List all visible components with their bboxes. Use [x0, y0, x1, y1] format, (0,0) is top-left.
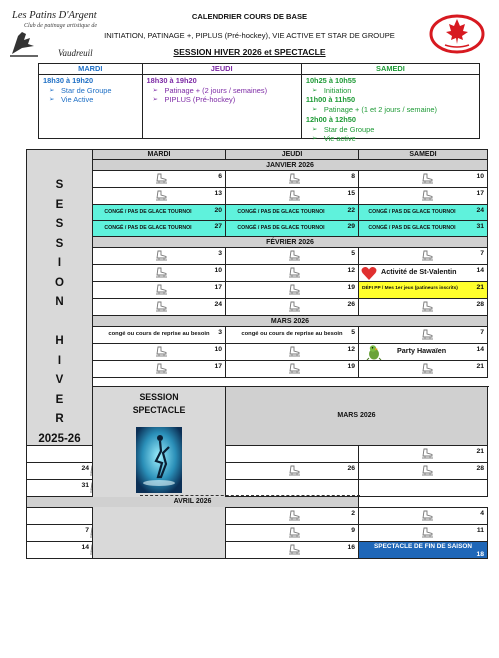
spectacle-title-line: SPECTACLE [132, 405, 186, 415]
day-cell [359, 524, 488, 541]
day-cell [226, 171, 359, 188]
skate-icon [155, 284, 168, 295]
reprise-day-cell [93, 327, 226, 344]
day-cell [27, 524, 93, 541]
day-cell [93, 171, 226, 188]
day-cell [359, 361, 488, 378]
column-header-samedi: SAMEDI [359, 150, 488, 160]
skate-icon [288, 250, 301, 261]
day-number: 21 [476, 284, 484, 291]
skate-icon [288, 284, 301, 295]
sidebar-letter: S [55, 237, 64, 250]
day-number: 12 [347, 267, 355, 274]
week-row [27, 361, 488, 378]
closed-day-cell [93, 205, 226, 221]
skater-photo-icon [136, 427, 182, 493]
closed-day-cell [359, 205, 488, 221]
spectacle-title [93, 387, 225, 417]
column-header-mardi: MARDI [93, 150, 226, 160]
skate-icon [155, 363, 168, 374]
skate-icon [288, 544, 301, 555]
day-cell [27, 541, 93, 558]
skate-icon [421, 527, 434, 538]
day-cell [27, 507, 93, 524]
summary-mardi-item: ➢ Vie Active [43, 95, 138, 105]
day-number: 28 [476, 464, 484, 472]
day-number: 3 [218, 250, 222, 257]
day-cell [226, 361, 359, 378]
day-number: 28 [476, 301, 484, 308]
summary-samedi-item: ➢ Initiation [306, 86, 475, 96]
closed-note: CONGÉ / PAS DE GLACE TOURNOI [104, 209, 192, 215]
skate-icon [288, 465, 301, 476]
day-number: 17 [214, 363, 222, 370]
day-number: 3 [218, 329, 222, 336]
day-number: 10 [214, 346, 222, 353]
day-cell [93, 299, 226, 316]
day-cell [93, 361, 226, 378]
skate-icon [421, 329, 434, 340]
page-subtitle: INITIATION, PATINAGE +, PIPLUS (Pré-hockey), VIE ACTIVE ET STAR DE GROUPE [104, 31, 395, 40]
day-number: 5 [351, 250, 355, 257]
day-number: 19 [347, 284, 355, 291]
week-row [27, 171, 488, 188]
day-number: 14 [81, 543, 89, 551]
day-number: 29 [347, 223, 355, 230]
closed-note: CONGÉ / PAS DE GLACE TOURNOI [368, 225, 456, 231]
day-number: 10 [476, 173, 484, 180]
summary-samedi-item: ➢ Star de Groupe [306, 125, 475, 135]
skate-icon [288, 190, 301, 201]
skate-icon [421, 363, 434, 374]
day-number: 7 [480, 329, 484, 336]
summary-mardi-time: 18h30 à 19h20 [43, 76, 94, 85]
skate-icon [288, 267, 301, 278]
sidebar-letter: O [55, 276, 64, 289]
parrot-icon [365, 344, 383, 361]
column-header-jeudi: JEUDI [226, 150, 359, 160]
summary-samedi-time: 11h00 à 11h50 [305, 95, 356, 105]
summary-samedi [302, 64, 479, 144]
sidebar-letter: V [55, 374, 64, 386]
day-number: 11 [476, 526, 484, 534]
day-cell [359, 188, 488, 205]
section-divider [93, 378, 488, 387]
day-number: 2 [351, 509, 355, 517]
day-cell [359, 171, 488, 188]
day-number: 31 [81, 481, 89, 489]
sidebar-letter: S [55, 218, 64, 230]
week-row [27, 221, 488, 237]
dashed-separator [140, 495, 360, 496]
skate-icon [155, 173, 168, 184]
day-cell [359, 299, 488, 316]
sidebar-letter: S [55, 179, 64, 191]
day-cell [93, 248, 226, 265]
day-number: 17 [476, 190, 484, 197]
day-number: 4 [480, 509, 484, 517]
day-number: 22 [347, 207, 355, 214]
summary-samedi-head: SAMEDI [302, 64, 479, 75]
skate-icon [288, 301, 301, 312]
day-number: 12 [347, 346, 355, 353]
day-cell [359, 445, 488, 462]
day-number: 18 [476, 550, 484, 558]
schedule-summary [38, 63, 480, 144]
skate-icon [421, 510, 434, 521]
day-cell [226, 445, 359, 462]
day-cell [226, 507, 359, 524]
day-number: 24 [476, 207, 484, 214]
day-number: 7 [85, 526, 89, 534]
day-cell [93, 344, 226, 361]
week-row [27, 344, 488, 361]
day-cell [226, 344, 359, 361]
skate-icon [421, 173, 434, 184]
skate-icon [288, 527, 301, 538]
day-number: 17 [214, 284, 222, 291]
month-header: MARS 2026 [226, 387, 488, 446]
day-number: 20 [214, 207, 222, 214]
session-year: 2025-26 [38, 432, 81, 445]
sidebar-letter: N [55, 296, 64, 308]
summary-mardi [39, 64, 143, 138]
closed-day-cell [226, 205, 359, 221]
skate-icon [155, 250, 168, 261]
closed-note: CONGÉ / PAS DE GLACE TOURNOI [237, 209, 325, 215]
day-number: 9 [351, 526, 355, 534]
day-number: 24 [214, 301, 222, 308]
summary-jeudi-item: ➢ PIPLUS (Pré-hockey) [147, 95, 297, 105]
day-number: 14 [476, 346, 484, 353]
heart-icon [361, 266, 377, 281]
skate-icon [89, 527, 93, 538]
day-number: 14 [476, 267, 484, 274]
session-title: SESSION HIVER 2026 et SPECTACLE [173, 47, 326, 57]
summary-samedi-item: ➢ Patinage + (1 et 2 jours / semaine) [306, 105, 475, 115]
skate-icon [421, 465, 434, 476]
day-number: 15 [347, 190, 355, 197]
day-number: 19 [347, 363, 355, 370]
event-day-cell [359, 265, 488, 282]
sidebar-letter: E [55, 198, 64, 211]
day-cell [226, 248, 359, 265]
summary-mardi-head: MARDI [39, 64, 142, 75]
session-hiver-letters [27, 150, 92, 430]
week-row [27, 327, 488, 344]
skate-icon [421, 190, 434, 201]
spectacle-title-line: SESSION [139, 392, 179, 402]
month-header: JANVIER 2026 [93, 160, 488, 171]
day-cell [359, 479, 488, 496]
day-cell [93, 265, 226, 282]
day-cell [226, 462, 359, 479]
logo-sub-text: Club de patinage artistique de [24, 23, 97, 29]
summary-samedi-item: ➢ Vie active [306, 134, 475, 144]
day-number: 21 [476, 447, 484, 455]
closed-day-cell [93, 221, 226, 237]
session-hiver-sidebar [27, 150, 93, 446]
closed-day-cell [226, 221, 359, 237]
day-cell [226, 541, 359, 558]
sidebar-letter: I [57, 257, 62, 269]
closed-note: CONGÉ / PAS DE GLACE TOURNOI [368, 209, 456, 215]
sidebar-letter: E [55, 393, 64, 406]
day-cell [359, 327, 488, 344]
day-cell [226, 282, 359, 299]
day-cell [226, 299, 359, 316]
page-title: CALENDRIER COURS DE BASE [191, 12, 308, 21]
logo-city-text: Vaudreuil [58, 48, 93, 58]
day-cell [359, 462, 488, 479]
skate-icon [89, 482, 93, 493]
event-label: Activité de St-Valentin [381, 267, 457, 276]
day-number: 8 [351, 173, 355, 180]
day-number: 7 [480, 250, 484, 257]
day-number: 10 [214, 267, 222, 274]
skate-icon [155, 267, 168, 278]
closed-note: CONGÉ / PAS DE GLACE TOURNOI [237, 225, 325, 231]
event-label: DÉFI PP / Mes 1er jeus (patineurs inscrits) [362, 286, 458, 291]
event-label: Party Hawaïen [397, 346, 447, 355]
month-header: FÉVRIER 2026 [93, 237, 488, 248]
week-row [27, 248, 488, 265]
day-cell [359, 248, 488, 265]
skate-icon [155, 346, 168, 357]
summary-jeudi [143, 64, 302, 138]
day-cell [226, 188, 359, 205]
reprise-note: congé ou cours de reprise au besoin [108, 331, 210, 337]
day-number: 27 [214, 223, 222, 230]
day-cell [27, 462, 93, 479]
skate-icon [89, 544, 93, 555]
reprise-note: congé ou cours de reprise au besoin [241, 331, 343, 337]
sidebar-letter: I [57, 354, 62, 367]
week-row [27, 188, 488, 205]
skate-icon [288, 363, 301, 374]
session-spectacle-sidebar [93, 387, 226, 559]
skate-icon [155, 190, 168, 201]
day-number: 26 [347, 464, 355, 472]
day-number: 21 [476, 363, 484, 370]
sidebar-letter: R [55, 413, 64, 425]
day-cell [226, 265, 359, 282]
skate-icon [288, 173, 301, 184]
summary-jeudi-head: JEUDI [143, 64, 301, 75]
event-label: SPECTACLE DE FIN DE SAISON [374, 542, 472, 550]
day-cell [226, 479, 359, 496]
day-cell [226, 524, 359, 541]
day-cell [359, 507, 488, 524]
summary-samedi-time: 10h25 à 10h55 [305, 76, 356, 85]
skate-icon [288, 346, 301, 357]
calendar-table [26, 149, 488, 559]
skate-icon [421, 250, 434, 261]
summary-mardi-item: ➢ Star de Groupe [43, 86, 138, 96]
month-header: AVRIL 2026 [27, 496, 359, 507]
skate-icon [421, 301, 434, 312]
event-day-cell [359, 282, 488, 299]
closed-day-cell [359, 221, 488, 237]
day-cell [27, 479, 93, 496]
week-row [27, 299, 488, 316]
day-number: 26 [347, 301, 355, 308]
summary-jeudi-time: 18h30 à 19h20 [146, 76, 197, 85]
day-cell [27, 445, 93, 462]
spectacle-day-cell [359, 541, 488, 558]
month-header: MARS 2026 [93, 316, 488, 327]
week-row [27, 205, 488, 221]
day-number: 16 [347, 543, 355, 551]
day-number: 31 [476, 223, 484, 230]
day-number: 5 [351, 329, 355, 336]
week-row [27, 282, 488, 299]
closed-note: CONGÉ / PAS DE GLACE TOURNOI [104, 225, 192, 231]
summary-samedi-time: 12h00 à 12h50 [305, 114, 356, 124]
skate-icon [421, 448, 434, 459]
day-number: 6 [218, 173, 222, 180]
day-cell [93, 282, 226, 299]
skate-icon [288, 510, 301, 521]
event-day-cell [359, 344, 488, 361]
skate-icon [89, 465, 93, 476]
day-number: 24 [81, 464, 89, 472]
sidebar-letter: H [55, 335, 64, 347]
logo-script-text: Les Patins D'Argent [12, 10, 97, 21]
week-row [27, 265, 488, 282]
day-number: 13 [214, 190, 222, 197]
reprise-day-cell [226, 327, 359, 344]
day-cell [93, 188, 226, 205]
skate-icon [155, 301, 168, 312]
summary-jeudi-item: ➢ Patinage + (2 jours / semaines) [147, 86, 297, 96]
